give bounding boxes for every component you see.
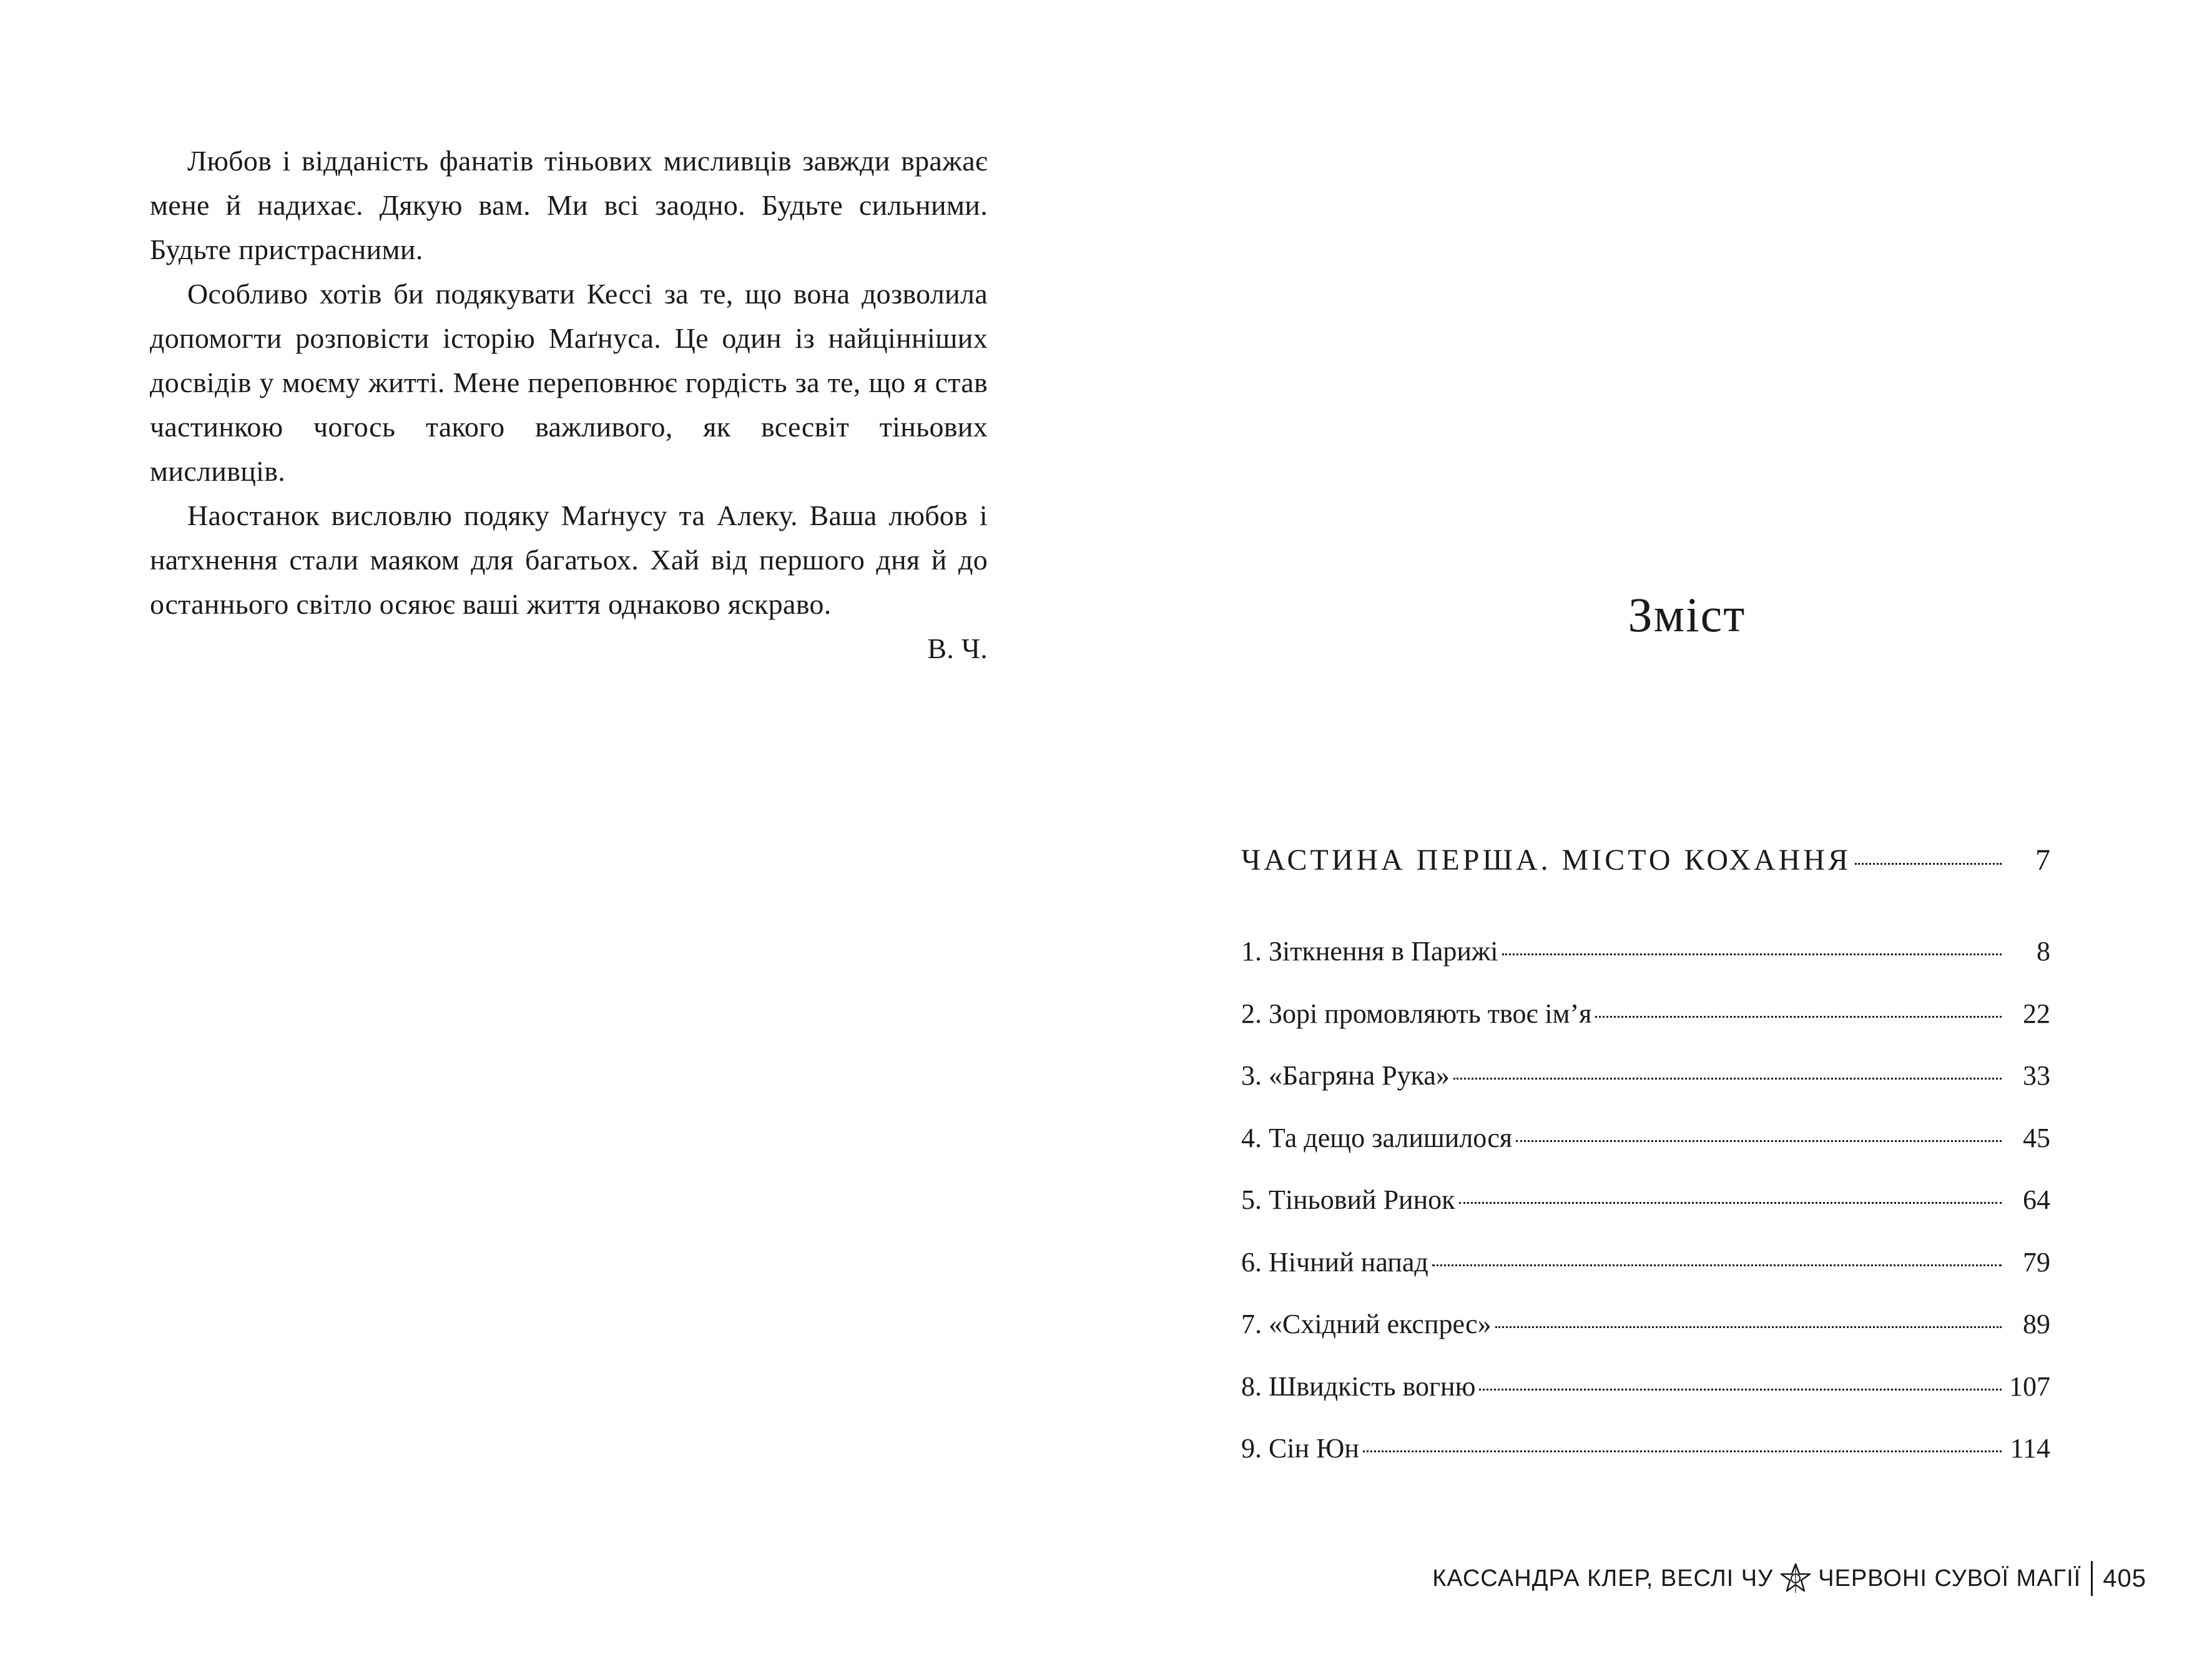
toc-chapter-label: 3. «Багряна Рука»	[1241, 1060, 1450, 1091]
toc-page-number: 7	[2035, 844, 2050, 877]
dot-leader	[1479, 1389, 2002, 1391]
table-of-contents	[1241, 834, 2050, 1480]
toc-chapter-label: 4. Та дещо залишилося	[1241, 1122, 1513, 1153]
footer-divider	[2091, 1561, 2093, 1596]
dot-leader	[1502, 953, 2002, 955]
toc-page-number: 114	[2010, 1433, 2050, 1464]
toc-chapter-entry[interactable]	[1241, 1169, 2050, 1231]
page-title: Зміст	[1628, 588, 1746, 642]
dot-leader	[1453, 1078, 2002, 1080]
toc-part-entry[interactable]	[1241, 834, 2050, 887]
toc-chapter-label: 8. Швидкість вогню	[1241, 1371, 1476, 1402]
dot-leader	[1855, 863, 2002, 865]
paragraph: Особливо хотів би подякувати Кессі за те, що вона дозволила допомогти розповісти історію Маґнуса. Це один із найцінніших досвідів у моєму житті. Мене переповнює гордість за те, що я став частинкою чогось такого важливого, як всесвіт тіньових мисливців.	[150, 278, 988, 487]
toc-chapter-entry[interactable]	[1241, 983, 2050, 1045]
dot-leader	[1459, 1202, 2002, 1204]
dot-leader	[1495, 1326, 2002, 1328]
dot-leader	[1432, 1264, 2002, 1266]
toc-chapter-entry[interactable]	[1241, 1231, 2050, 1294]
footer-authors: КАССАНДРА КЛЕР, ВЕСЛІ ЧУ	[1432, 1565, 1774, 1592]
running-footer	[1432, 1561, 2146, 1596]
toc-chapter-entry[interactable]	[1241, 1107, 2050, 1169]
toc-chapter-entry[interactable]	[1241, 1045, 2050, 1107]
toc-chapter-entry[interactable]	[1241, 1356, 2050, 1418]
toc-chapter-label: 9. Сін Юн	[1241, 1433, 1359, 1464]
right-page	[1106, 0, 2212, 1659]
star-ornament-icon	[1779, 1562, 1812, 1595]
signature: В. Ч.	[927, 633, 988, 664]
toc-page-number: 64	[2023, 1184, 2050, 1215]
acknowledgements-text	[150, 139, 988, 671]
paragraph: Наостанок висловлю подяку Маґнусу та Алеку. Ваша любов і натхнення стали маяком для багатьох. Хай від першого дня й до останнього світло осяює ваші життя однаково яскраво.	[150, 500, 988, 620]
dot-leader	[1595, 1016, 2002, 1018]
toc-chapter-label: 6. Нічний напад	[1241, 1246, 1428, 1277]
toc-chapter-entry[interactable]	[1241, 920, 2050, 983]
paragraph: Любов і відданість фанатів тіньових мисливців завжди вражає мене й надихає. Дякую вам. Ми всі заодно. Будьте сильними. Будьте пристрасними.	[150, 145, 988, 265]
toc-part-label: ЧАСТИНА ПЕРША. МІСТО КОХАННЯ	[1241, 844, 1851, 877]
dot-leader	[1516, 1140, 2002, 1142]
toc-chapter-label: 7. «Східний експрес»	[1241, 1309, 1492, 1339]
dot-leader	[1363, 1450, 2002, 1452]
toc-page-number: 8	[2037, 936, 2050, 967]
toc-page-number: 107	[2009, 1371, 2050, 1402]
toc-chapter-entry[interactable]	[1241, 1417, 2050, 1480]
footer-page-number: 405	[2103, 1564, 2146, 1592]
footer-book-title: ЧЕРВОНІ СУВОЇ МАГІЇ	[1818, 1565, 2082, 1592]
toc-chapter-label: 2. Зорі промовляють твоє ім’я	[1241, 998, 1592, 1029]
toc-page-number: 45	[2023, 1122, 2050, 1153]
toc-page-number: 79	[2023, 1246, 2050, 1277]
toc-page-number: 22	[2023, 998, 2050, 1029]
toc-page-number: 89	[2023, 1309, 2050, 1339]
toc-chapter-entry[interactable]	[1241, 1293, 2050, 1356]
toc-page-number: 33	[2023, 1060, 2050, 1091]
toc-chapter-label: 5. Тіньовий Ринок	[1241, 1184, 1455, 1215]
toc-chapter-label: 1. Зіткнення в Парижі	[1241, 936, 1498, 967]
